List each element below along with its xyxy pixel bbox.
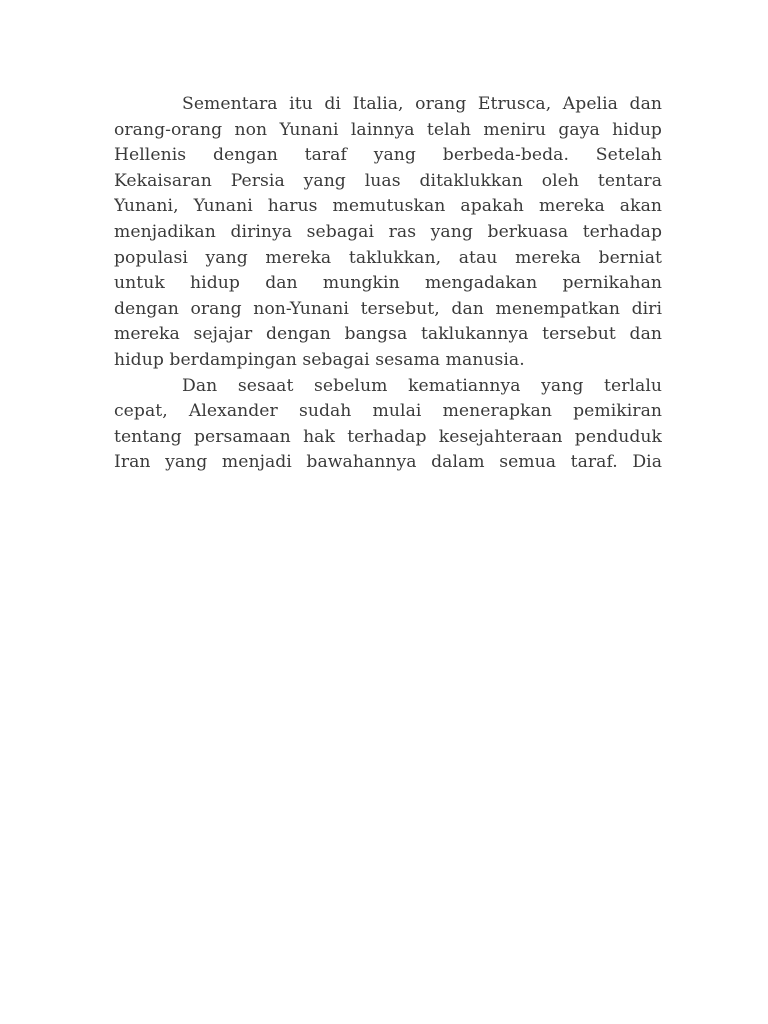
text-line: cepat, Alexander sudah mulai menerapkan pemikiran	[114, 401, 662, 422]
text-line: orang-orang non Yunani lainnya telah meniru gaya hidup	[114, 119, 662, 140]
text-line: Kekaisaran Persia yang luas ditaklukkan oleh tentara	[114, 170, 662, 191]
body-text	[114, 92, 662, 476]
text-line: dengan orang non-Yunani tersebut, dan menempatkan diri	[114, 298, 662, 319]
text-line: mereka sejajar dengan bangsa taklukannya tersebut dan	[114, 324, 662, 345]
text-line: Sementara itu di Italia, orang Etrusca, Apelia dan	[182, 94, 662, 114]
text-line: Dan sesaat sebelum kematiannya yang terlalu	[182, 375, 662, 396]
text-line: Hellenis dengan taraf yang berbeda-beda. Setelah	[114, 145, 662, 166]
text-line: Iran yang menjadi bawahannya dalam semua taraf. Dia	[114, 452, 662, 473]
text-line: menjadikan dirinya sebagai ras yang berkuasa terhadap	[114, 221, 662, 242]
text-line: Yunani, Yunani harus memutuskan apakah mereka akan	[114, 196, 662, 217]
text-line: tentang persamaan hak terhadap kesejahteraan penduduk	[114, 426, 662, 447]
paragraph-2	[114, 374, 662, 476]
text-line: untuk hidup dan mungkin mengadakan pernikahan	[114, 273, 662, 294]
text-line: hidup berdampingan sebagai sesama manusia.	[114, 349, 525, 370]
text-line: populasi yang mereka taklukkan, atau mereka berniat	[114, 247, 662, 268]
paragraph-1	[114, 92, 662, 374]
